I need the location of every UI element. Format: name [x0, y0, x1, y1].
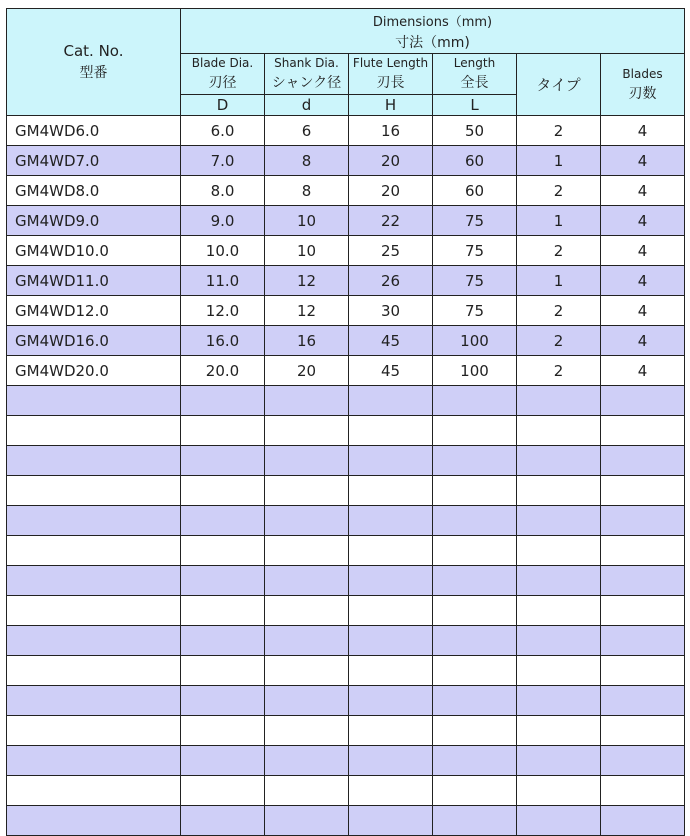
table-row [7, 326, 685, 356]
blade-dia-cell [181, 716, 265, 746]
cat-no-cell: GM4WD11.0 [7, 266, 181, 296]
shank-dia-cell [265, 626, 349, 656]
cat-no-cell [7, 686, 181, 716]
cat-no-cell [7, 476, 181, 506]
table-row [7, 686, 685, 716]
cat-no-cell [7, 506, 181, 536]
blades-cell [601, 776, 685, 806]
blades-cell: 4 [601, 296, 685, 326]
blade-dia-label-jp: 刃径 [208, 75, 237, 91]
type-cell [517, 626, 601, 656]
length-cell: 100 [433, 326, 517, 356]
type-cell: 1 [517, 266, 601, 296]
table-row [7, 656, 685, 686]
cat-no-cell [7, 746, 181, 776]
table-row [7, 236, 685, 266]
shank-dia-cell [265, 746, 349, 776]
cat-no-cell [7, 716, 181, 746]
table-row [7, 626, 685, 656]
length-cell: 75 [433, 296, 517, 326]
length-label-jp: 全長 [460, 75, 489, 91]
shank-dia-cell [265, 536, 349, 566]
shank-dia-symbol: d [265, 95, 349, 116]
table-body [7, 116, 685, 836]
table-row [7, 716, 685, 746]
table-row [7, 116, 685, 146]
blade-dia-cell: 10.0 [181, 236, 265, 266]
blade-dia-cell [181, 746, 265, 776]
length-cell: 75 [433, 236, 517, 266]
shank-dia-cell: 10 [265, 206, 349, 236]
flute-length-cell [349, 476, 433, 506]
blades-cell: 4 [601, 236, 685, 266]
length-cell [433, 686, 517, 716]
cat-no-cell [7, 806, 181, 836]
shank-dia-cell: 20 [265, 356, 349, 386]
blade-dia-cell: 7.0 [181, 146, 265, 176]
cat-no-cell: GM4WD6.0 [7, 116, 181, 146]
shank-dia-cell: 10 [265, 236, 349, 266]
blade-dia-cell [181, 536, 265, 566]
cat-no-cell [7, 416, 181, 446]
cat-no-cell: GM4WD16.0 [7, 326, 181, 356]
blade-dia-cell: 12.0 [181, 296, 265, 326]
blade-dia-cell [181, 506, 265, 536]
length-cell [433, 476, 517, 506]
blade-dia-cell: 16.0 [181, 326, 265, 356]
length-cell [433, 626, 517, 656]
blades-cell [601, 626, 685, 656]
blade-dia-cell [181, 416, 265, 446]
table-row [7, 356, 685, 386]
blades-label-en: Blades [622, 66, 663, 81]
shank-dia-cell: 12 [265, 266, 349, 296]
table-row [7, 536, 685, 566]
length-cell [433, 506, 517, 536]
table-row [7, 176, 685, 206]
flute-length-cell: 20 [349, 176, 433, 206]
length-symbol: L [433, 95, 517, 116]
table-row [7, 296, 685, 326]
type-cell: 2 [517, 176, 601, 206]
flute-length-header [349, 54, 433, 95]
blade-dia-cell: 9.0 [181, 206, 265, 236]
type-cell [517, 386, 601, 416]
type-cell [517, 566, 601, 596]
table-row [7, 476, 685, 506]
cat-no-cell [7, 776, 181, 806]
type-cell: 2 [517, 116, 601, 146]
flute-length-cell [349, 506, 433, 536]
type-cell [517, 536, 601, 566]
type-cell: 1 [517, 206, 601, 236]
cat-no-cell: GM4WD7.0 [7, 146, 181, 176]
type-cell [517, 506, 601, 536]
shank-dia-cell [265, 806, 349, 836]
flute-length-label-en: Flute Length [352, 56, 429, 70]
shank-dia-cell [265, 566, 349, 596]
blade-dia-cell [181, 656, 265, 686]
blades-cell [601, 656, 685, 686]
flute-length-cell [349, 806, 433, 836]
table-row [7, 416, 685, 446]
cat-no-header [7, 9, 181, 116]
blades-cell [601, 476, 685, 506]
cat-no-cell: GM4WD20.0 [7, 356, 181, 386]
type-cell [517, 596, 601, 626]
blade-dia-label-en: Blade Dia. [191, 56, 254, 70]
blades-cell [601, 596, 685, 626]
flute-length-cell: 45 [349, 356, 433, 386]
length-cell: 60 [433, 146, 517, 176]
flute-length-label-jp: 刃長 [376, 75, 405, 91]
blades-cell: 4 [601, 356, 685, 386]
cat-no-cell: GM4WD9.0 [7, 206, 181, 236]
flute-length-cell: 22 [349, 206, 433, 236]
type-cell [517, 686, 601, 716]
cat-no-cell: GM4WD8.0 [7, 176, 181, 206]
cat-no-label-en: Cat. No. [63, 42, 124, 60]
length-cell: 60 [433, 176, 517, 206]
length-cell: 100 [433, 356, 517, 386]
blade-dia-cell [181, 776, 265, 806]
flute-length-cell [349, 416, 433, 446]
length-cell [433, 446, 517, 476]
flute-length-cell: 30 [349, 296, 433, 326]
flute-length-cell: 20 [349, 146, 433, 176]
shank-dia-cell [265, 416, 349, 446]
table-row [7, 746, 685, 776]
length-cell [433, 416, 517, 446]
shank-dia-cell: 8 [265, 146, 349, 176]
blades-cell: 4 [601, 146, 685, 176]
blade-dia-header [181, 54, 265, 95]
shank-dia-cell: 12 [265, 296, 349, 326]
length-cell [433, 596, 517, 626]
cat-no-cell [7, 386, 181, 416]
type-cell [517, 656, 601, 686]
shank-dia-cell [265, 656, 349, 686]
type-cell [517, 446, 601, 476]
type-cell [517, 806, 601, 836]
blades-label-jp: 刃数 [628, 85, 657, 102]
shank-dia-cell [265, 596, 349, 626]
blade-dia-cell: 6.0 [181, 116, 265, 146]
blades-cell [601, 566, 685, 596]
flute-length-cell [349, 596, 433, 626]
flute-length-cell: 25 [349, 236, 433, 266]
blades-cell: 4 [601, 206, 685, 236]
type-cell [517, 776, 601, 806]
flute-length-cell [349, 566, 433, 596]
shank-dia-label-en: Shank Dia. [274, 56, 339, 70]
type-header: タイプ [517, 54, 601, 116]
length-cell: 75 [433, 266, 517, 296]
blades-cell [601, 716, 685, 746]
blades-header [601, 54, 685, 116]
table-row [7, 776, 685, 806]
type-cell [517, 746, 601, 776]
length-cell [433, 746, 517, 776]
cat-no-cell [7, 626, 181, 656]
table-row [7, 386, 685, 416]
length-cell [433, 806, 517, 836]
flute-length-cell [349, 686, 433, 716]
shank-dia-cell [265, 776, 349, 806]
table-row [7, 566, 685, 596]
shank-dia-cell: 8 [265, 176, 349, 206]
type-cell [517, 476, 601, 506]
length-cell: 75 [433, 206, 517, 236]
cat-no-cell: GM4WD12.0 [7, 296, 181, 326]
dimensions-header-jp: 寸法（mm) [181, 31, 685, 54]
flute-length-cell: 26 [349, 266, 433, 296]
type-cell [517, 716, 601, 746]
length-label-en: Length [453, 56, 496, 70]
flute-length-cell [349, 386, 433, 416]
blade-dia-cell [181, 386, 265, 416]
blades-cell [601, 536, 685, 566]
blade-dia-cell: 8.0 [181, 176, 265, 206]
blade-dia-cell [181, 806, 265, 836]
table-row [7, 446, 685, 476]
length-cell [433, 536, 517, 566]
blades-cell [601, 806, 685, 836]
shank-dia-cell [265, 386, 349, 416]
cat-no-cell [7, 566, 181, 596]
blades-cell [601, 746, 685, 776]
type-cell: 2 [517, 326, 601, 356]
blades-cell [601, 686, 685, 716]
length-cell: 50 [433, 116, 517, 146]
flute-length-cell [349, 536, 433, 566]
shank-dia-cell [265, 716, 349, 746]
flute-length-cell: 16 [349, 116, 433, 146]
type-cell [517, 416, 601, 446]
table-header [7, 9, 685, 116]
flute-length-cell [349, 746, 433, 776]
type-cell: 2 [517, 356, 601, 386]
spec-table [6, 8, 685, 836]
shank-dia-cell [265, 686, 349, 716]
blade-dia-cell: 20.0 [181, 356, 265, 386]
blades-cell: 4 [601, 116, 685, 146]
dimensions-header-en: Dimensions（mm) [181, 9, 685, 32]
length-cell [433, 776, 517, 806]
shank-dia-header [265, 54, 349, 95]
cat-no-cell [7, 656, 181, 686]
cat-no-cell: GM4WD10.0 [7, 236, 181, 266]
flute-length-cell [349, 776, 433, 806]
flute-length-cell [349, 626, 433, 656]
length-cell [433, 386, 517, 416]
flute-length-cell [349, 446, 433, 476]
blades-cell: 4 [601, 266, 685, 296]
cat-no-cell [7, 596, 181, 626]
length-header [433, 54, 517, 95]
blade-dia-cell [181, 476, 265, 506]
blade-dia-cell: 11.0 [181, 266, 265, 296]
blades-cell: 4 [601, 176, 685, 206]
length-cell [433, 656, 517, 686]
blades-cell: 4 [601, 326, 685, 356]
blade-dia-cell [181, 446, 265, 476]
length-cell [433, 566, 517, 596]
flute-length-symbol: H [349, 95, 433, 116]
type-cell: 2 [517, 296, 601, 326]
table-row [7, 596, 685, 626]
blade-dia-cell [181, 626, 265, 656]
type-cell: 2 [517, 236, 601, 266]
shank-dia-cell [265, 506, 349, 536]
blades-cell [601, 506, 685, 536]
shank-dia-cell: 16 [265, 326, 349, 356]
blade-dia-symbol: D [181, 95, 265, 116]
cat-no-cell [7, 446, 181, 476]
flute-length-cell [349, 656, 433, 686]
shank-dia-cell [265, 446, 349, 476]
blade-dia-cell [181, 686, 265, 716]
shank-dia-label-jp: シャンク径 [271, 75, 342, 91]
flute-length-cell: 45 [349, 326, 433, 356]
shank-dia-cell [265, 476, 349, 506]
length-cell [433, 716, 517, 746]
cat-no-label-jp: 型番 [79, 65, 108, 81]
table-row [7, 206, 685, 236]
table-row [7, 266, 685, 296]
blade-dia-cell [181, 596, 265, 626]
blade-dia-cell [181, 566, 265, 596]
blades-cell [601, 416, 685, 446]
blades-cell [601, 386, 685, 416]
table-row [7, 146, 685, 176]
table-row [7, 806, 685, 836]
table-row [7, 506, 685, 536]
blades-cell [601, 446, 685, 476]
shank-dia-cell: 6 [265, 116, 349, 146]
type-cell: 1 [517, 146, 601, 176]
flute-length-cell [349, 716, 433, 746]
cat-no-cell [7, 536, 181, 566]
